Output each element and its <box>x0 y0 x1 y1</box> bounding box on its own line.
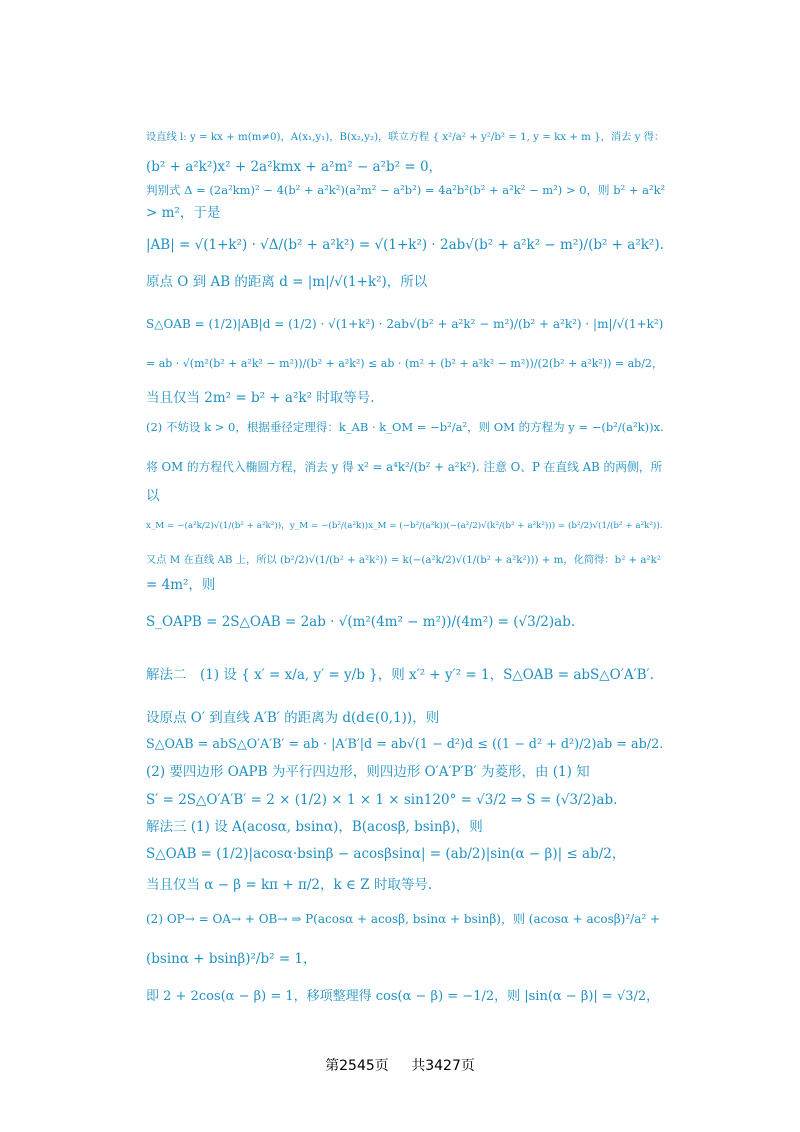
line-19: S△OAB = abS△O′A′B′ = ab · |A′B′|d = ab√(1 − d²)d ≤ ((1 − d² + d²)/2)ab = ab/2. <box>146 737 664 752</box>
line-9: 当且仅当 2m² = b² + a²k² 时取等号. <box>146 390 375 406</box>
line-6: 原点 O 到 AB 的距离 d = |m|/√(1+k²)，所以 <box>146 274 428 290</box>
page-footer <box>0 1055 800 1075</box>
line-26: (bsinα + bsinβ)²/b² = 1， <box>146 951 317 967</box>
line-10: (2) 不妨设 k > 0，根据垂径定理得：k_AB · k_OM = −b²/a²，则 OM 的方程为 y = −(b²/(a²k))x. <box>146 420 664 434</box>
page-number: 第2545页 <box>325 1058 389 1074</box>
line-18: 设原点 O′ 到直线 A′B′ 的距离为 d(d∈(0,1))，则 <box>146 710 440 726</box>
line-22: 解法三 (1) 设 A(acosα, bsinα)，B(acosβ, bsinβ)，则 <box>146 819 483 835</box>
line-25: (2) OP→ = OA→ + OB→ ⇒ P(acosα + acosβ, bsinα + bsinβ)，则 (acosα + acosβ)²/a² + <box>146 912 661 926</box>
line-11: 将 OM 的方程代入椭圆方程，消去 y 得 x² = a⁴k²/(b² + a²k²). 注意 O、P 在直线 AB 的两侧，所 <box>146 460 663 474</box>
line-3: 判别式 Δ = (2a²km)² − 4(b² + a²k²)(a²m² − a²b²) = 4a²b²(b² + a²k² − m²) > 0，则 b² + a²k² <box>146 183 666 197</box>
line-8: = ab · √(m²(b² + a²k² − m²))/(b² + a²k²) ≤ ab · (m² + (b² + a²k² − m²))/(2(b² + a²k²)) = ab/2， <box>146 357 663 370</box>
line-17: 解法二 (1) 设 { x′ = x/a, y′ = y/b }，则 x′² + y′² = 1，S△OAB = abS△O′A′B′. <box>146 667 654 683</box>
line-14: 又点 M 在直线 AB 上，所以 (b²/2)√(1/(b² + a²k²)) = k(−(a²k/2)√(1/(b² + a²k²))) + m，化简得：b² + a²k² <box>146 554 661 566</box>
line-15: = 4m²，则 <box>146 577 216 593</box>
line-24: 当且仅当 α − β = kπ + π/2，k ∈ Z 时取等号. <box>146 877 433 893</box>
line-12: 以 <box>146 488 160 504</box>
line-23: S△OAB = (1/2)|acosα·bsinβ − acosβsinα| = (ab/2)|sin(α − β)| ≤ ab/2， <box>146 846 626 862</box>
line-16: S_OAPB = 2S△OAB = 2ab · √(m²(4m² − m²))/(4m²) = (√3/2)ab. <box>146 614 576 630</box>
line-21: S′ = 2S△O′A′B′ = 2 × (1/2) × 1 × 1 × sin120° = √3/2 ⇒ S = (√3/2)ab. <box>146 792 618 808</box>
line-20: (2) 要四边形 OAPB 为平行四边形，则四边形 O′A′P′B′ 为菱形，由 (1) 知 <box>146 764 590 780</box>
line-4: > m²，于是 <box>146 205 221 221</box>
line-7: S△OAB = (1/2)|AB|d = (1/2) · √(1+k²) · 2ab√(b² + a²k² − m²)/(b² + a²k²) · |m|/√(1+k²) <box>146 317 664 331</box>
line-1: 设直线 l: y = kx + m(m≠0)，A(x₁,y₁)，B(x₂,y₂)，联立方程 { x²/a² + y²/b² = 1, y = kx + m }，消去 y 得： <box>146 131 665 143</box>
page-total: 共3427页 <box>411 1058 475 1074</box>
line-13: x_M = −(a²k/2)√(1/(b² + a²k²))，y_M = −(b²/(a²k))x_M = (−b²/(a²k))(−(a²/2)√(k²/(b² + a²k²))) = (b²/2)√(1/(b² + a²k²)). <box>146 521 663 531</box>
line-5: |AB| = √(1+k²) · √Δ/(b² + a²k²) = √(1+k²) · 2ab√(b² + a²k² − m²)/(b² + a²k²). <box>146 237 664 253</box>
line-27: 即 2 + 2cos(α − β) = 1，移项整理得 cos(α − β) = −1/2，则 |sin(α − β)| = √3/2， <box>146 989 660 1004</box>
line-2: (b² + a²k²)x² + 2a²kmx + a²m² − a²b² = 0， <box>146 159 443 175</box>
